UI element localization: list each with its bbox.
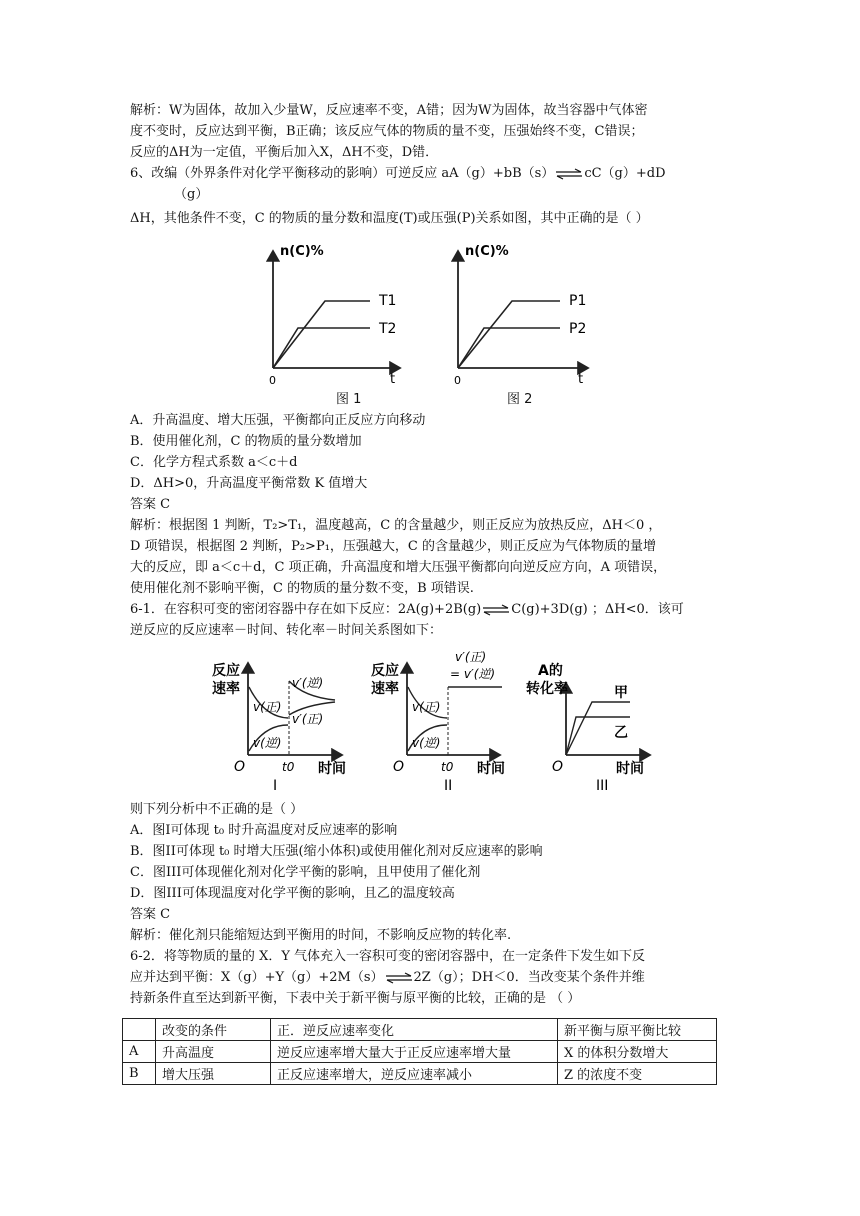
graphI-caption: I	[273, 778, 278, 794]
graphIII-series2: 乙	[614, 725, 628, 741]
graphIII-series1: 甲	[614, 685, 628, 701]
table-cell: X 的体积分数增大	[558, 1041, 717, 1063]
question-6-stem	[130, 163, 730, 184]
table-header-cell: 改变的条件	[156, 1019, 271, 1041]
table-row	[123, 1041, 717, 1063]
graphIII-ylabel: 转化率	[526, 681, 568, 697]
table-row	[123, 1063, 717, 1085]
question-6-1-stem	[130, 599, 730, 620]
fig2-upper-label: P1	[569, 293, 587, 309]
analysis-line: 度不变时，反应达到平衡，B正确；该反应气体的物质的量不变，压强始终不变，C错误；	[130, 124, 644, 139]
question-6-text: （g）	[174, 187, 209, 202]
graphI-vforward: v(正)	[253, 700, 282, 714]
graphII-vreverse: v(逆)	[412, 736, 441, 750]
question-6-2-text: 应并达到平衡：X（g）+Y（g）+2M（s）	[130, 970, 384, 985]
fig2-lower-label: P2	[569, 321, 587, 337]
graphII-xlabel: 时间	[477, 761, 505, 777]
fig1-caption: 图 1	[336, 392, 362, 407]
question-6-text: cC（g）+dD	[584, 166, 666, 181]
question-6-1-text: C(g)+3D(g) ；ΔH<0．该可	[511, 602, 684, 617]
comparison-table	[122, 1018, 717, 1085]
answer: 答案 C	[130, 497, 171, 512]
question-6-2-text: 2Z（g）；DH＜0．当改变某个条件并维	[413, 970, 645, 985]
graphI-v2reverse: v′(逆)	[292, 676, 324, 690]
graphII-caption: II	[444, 778, 453, 794]
question-6-2-stem	[130, 967, 730, 988]
option-d: D．ΔH>0，升高温度平衡常数 K 值增大	[130, 476, 368, 491]
analysis-line: D 项错误，根据图 2 判断，P₂>P₁，压强越大，C 的含量越少，则正反应为气体物质的量增	[130, 539, 656, 554]
question-6-2-text: 6-2．将等物质的量的 X．Y 气体充入一容积可变的密闭容器中，在一定条件下发生如下反	[130, 949, 646, 964]
figure-1	[269, 244, 400, 387]
analysis-line: 解析：根据图 1 判断，T₂>T₁，温度越高，C 的含量越少，则正反应为放热反应，ΔH＜0 ，	[130, 518, 662, 533]
fig1-ylabel: n(C)%	[280, 244, 324, 259]
table-cell: 正反应速率增大，逆反应速率减小	[271, 1063, 558, 1085]
option-c: C．图III可体现催化剂对化学平衡的影响，且甲使用了催化剂	[130, 865, 481, 880]
analysis-line: 解析：催化剂只能缩短达到平衡用的时间，不影响反应物的转化率.	[130, 928, 512, 943]
answer: 答案 C	[130, 907, 171, 922]
equilibrium-arrow-icon	[554, 169, 584, 179]
graph-I	[212, 662, 346, 794]
curve-P1	[458, 301, 560, 368]
graph-III	[526, 662, 650, 794]
figure-row-q6-1	[130, 647, 730, 794]
graphI-ylabel: 速率	[212, 681, 240, 697]
graphII-ylabel: 反应	[371, 663, 399, 679]
graphII-top2: = v′(逆)	[450, 667, 496, 681]
analysis-line: 大的反应，即 a＜c＋d，C 项正确，升高温度和增大压强平衡都向向逆反应方向，A 项错误，	[130, 560, 667, 575]
graphIII-ylabel: A的	[538, 663, 563, 679]
table-cell: Z 的浓度不变	[558, 1063, 717, 1085]
table-header-cell: 正．逆反应速率变化	[271, 1019, 558, 1041]
equilibrium-arrow-icon	[481, 605, 511, 615]
option-a: A．升高温度、增大压强，平衡都向正反应方向移动	[130, 413, 426, 428]
graphII-origin: O	[393, 759, 405, 775]
fig2-caption: 图 2	[507, 392, 533, 407]
fig1-origin: 0	[269, 374, 276, 387]
question-6-text: ΔH，其他条件不变，C 的物质的量分数和温度(T)或压强(P)关系如图，其中正确的是（ ）	[130, 211, 649, 226]
analysis-line: 解析：W为固体，故加入少量W，反应速率不变，A错；因为W为固体，故当容器中气体密	[130, 103, 648, 118]
fig1-upper-label: T1	[379, 293, 397, 309]
question-6-text: 6、改编（外界条件对化学平衡移动的影响）可逆反应 aA（g）+bB（s）	[130, 166, 555, 181]
graphI-vreverse: v(逆)	[253, 736, 282, 750]
graph-II	[371, 650, 505, 794]
analysis-line: 使用催化剂不影响平衡，C 的物质的量分数不变，B 项错误.	[130, 581, 474, 596]
q6-1-graphs	[130, 647, 730, 794]
question-6-1-text: 逆反应的反应速率－时间、转化率－时间关系图如下：	[130, 623, 443, 638]
question-6-1-text: 6-1．在容积可变的密闭容器中存在如下反应：2A(g)+2B(g)	[130, 602, 482, 617]
graphII-top1: v′(正)	[455, 650, 487, 664]
graphII-vforward: v(正)	[412, 700, 441, 714]
equilibrium-arrow-icon	[384, 973, 414, 983]
table-cell: 增大压强	[156, 1063, 271, 1085]
figure-2	[454, 244, 588, 387]
figure-row-q6	[130, 233, 730, 387]
table-cell: B	[123, 1063, 156, 1085]
document-page	[130, 100, 730, 1009]
fig1-xlabel: t	[390, 372, 396, 387]
fig2-xlabel: t	[578, 372, 584, 387]
graphIII-caption: III	[596, 778, 609, 794]
analysis-line: 反应的ΔH为一定值，平衡后加入X，ΔH不变，D错．	[130, 145, 439, 160]
option-b: B．使用催化剂，C 的物质的量分数增加	[130, 434, 362, 449]
q6-figures	[130, 233, 730, 387]
graphI-v2forward: v′(正)	[292, 712, 324, 726]
table-header-cell	[123, 1019, 156, 1041]
graphII-t0: t0	[441, 760, 454, 774]
graphII-ylabel: 速率	[371, 681, 399, 697]
option-c: C．化学方程式系数 a＜c＋d	[130, 455, 298, 470]
table-cell: 升高温度	[156, 1041, 271, 1063]
question-6-1-question: 则下列分析中不正确的是（ ）	[130, 802, 304, 817]
graphI-xlabel: 时间	[318, 761, 346, 777]
graphIII-origin: O	[552, 759, 564, 775]
fig2-ylabel: n(C)%	[465, 244, 509, 259]
graphI-origin: O	[234, 759, 246, 775]
fig2-origin: 0	[454, 374, 461, 387]
table-header-row	[123, 1019, 717, 1041]
figure-captions	[130, 389, 730, 410]
graphI-t0: t0	[282, 760, 295, 774]
table-header-cell: 新平衡与原平衡比较	[558, 1019, 717, 1041]
curve-T1	[273, 301, 370, 368]
table-cell: 逆反应速率增大量大于正反应速率增大量	[271, 1041, 558, 1063]
option-d: D．图III可体现温度对化学平衡的影响，且乙的温度较高	[130, 886, 455, 901]
graphI-ylabel: 反应	[212, 663, 240, 679]
fig1-lower-label: T2	[379, 321, 397, 337]
option-b: B．图II可体现 t₀ 时增大压强(缩小体积)或使用催化剂对反应速率的影响	[130, 844, 543, 859]
question-6-2-text: 持新条件直至达到新平衡，下表中关于新平衡与原平衡的比较，正确的是 （ ）	[130, 991, 581, 1006]
graphIII-xlabel: 时间	[616, 761, 644, 777]
table-cell: A	[123, 1041, 156, 1063]
option-a: A．图I可体现 t₀ 时升高温度对反应速率的影响	[130, 823, 398, 838]
